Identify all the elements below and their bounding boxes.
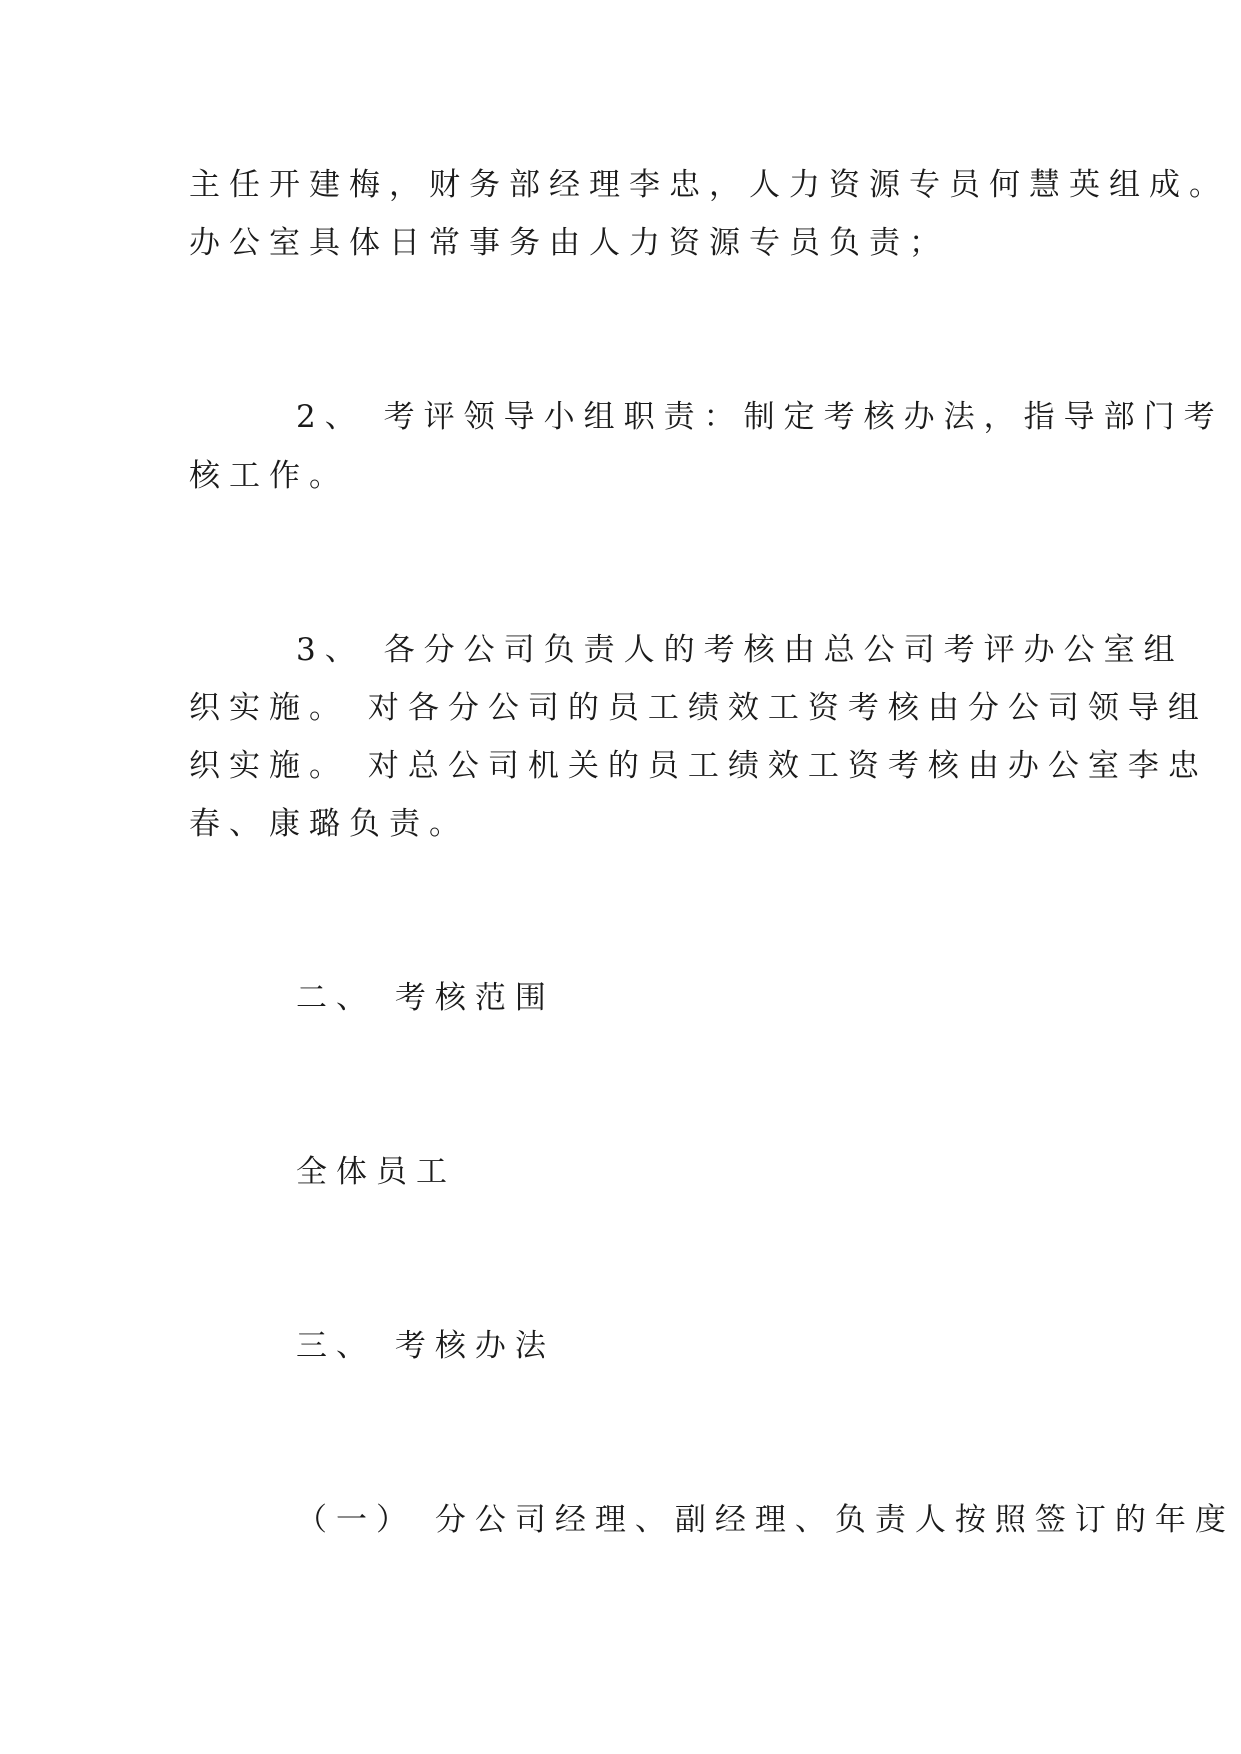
para3-line4: 春、康璐负责。	[189, 806, 469, 842]
section3-sub1: （一） 分公司经理、副经理、负责人按照签订的年度	[296, 1502, 1235, 1538]
para3-line2: 织实施。 对各分公司的员工绩效工资考核由分公司领导组	[189, 690, 1208, 726]
para2-line2: 核工作。	[189, 458, 349, 494]
section3-heading: 三、 考核办法	[296, 1328, 555, 1364]
para2-line1: 2、 考评领导小组职责：制定考核办法，指导部门考	[296, 399, 1224, 435]
para1-line1: 主任开建梅，财务部经理李忠，人力资源专员何慧英组成。	[189, 167, 1229, 203]
para1-line2: 办公室具体日常事务由人力资源专员负责；	[189, 225, 949, 261]
section2-heading: 二、 考核范围	[296, 980, 555, 1016]
para3-line1: 3、 各分公司负责人的考核由总公司考评办公室组	[296, 632, 1184, 668]
section2-body: 全体员工	[296, 1154, 456, 1190]
para3-line3: 织实施。 对总公司机关的员工绩效工资考核由办公室李忠	[189, 748, 1208, 784]
